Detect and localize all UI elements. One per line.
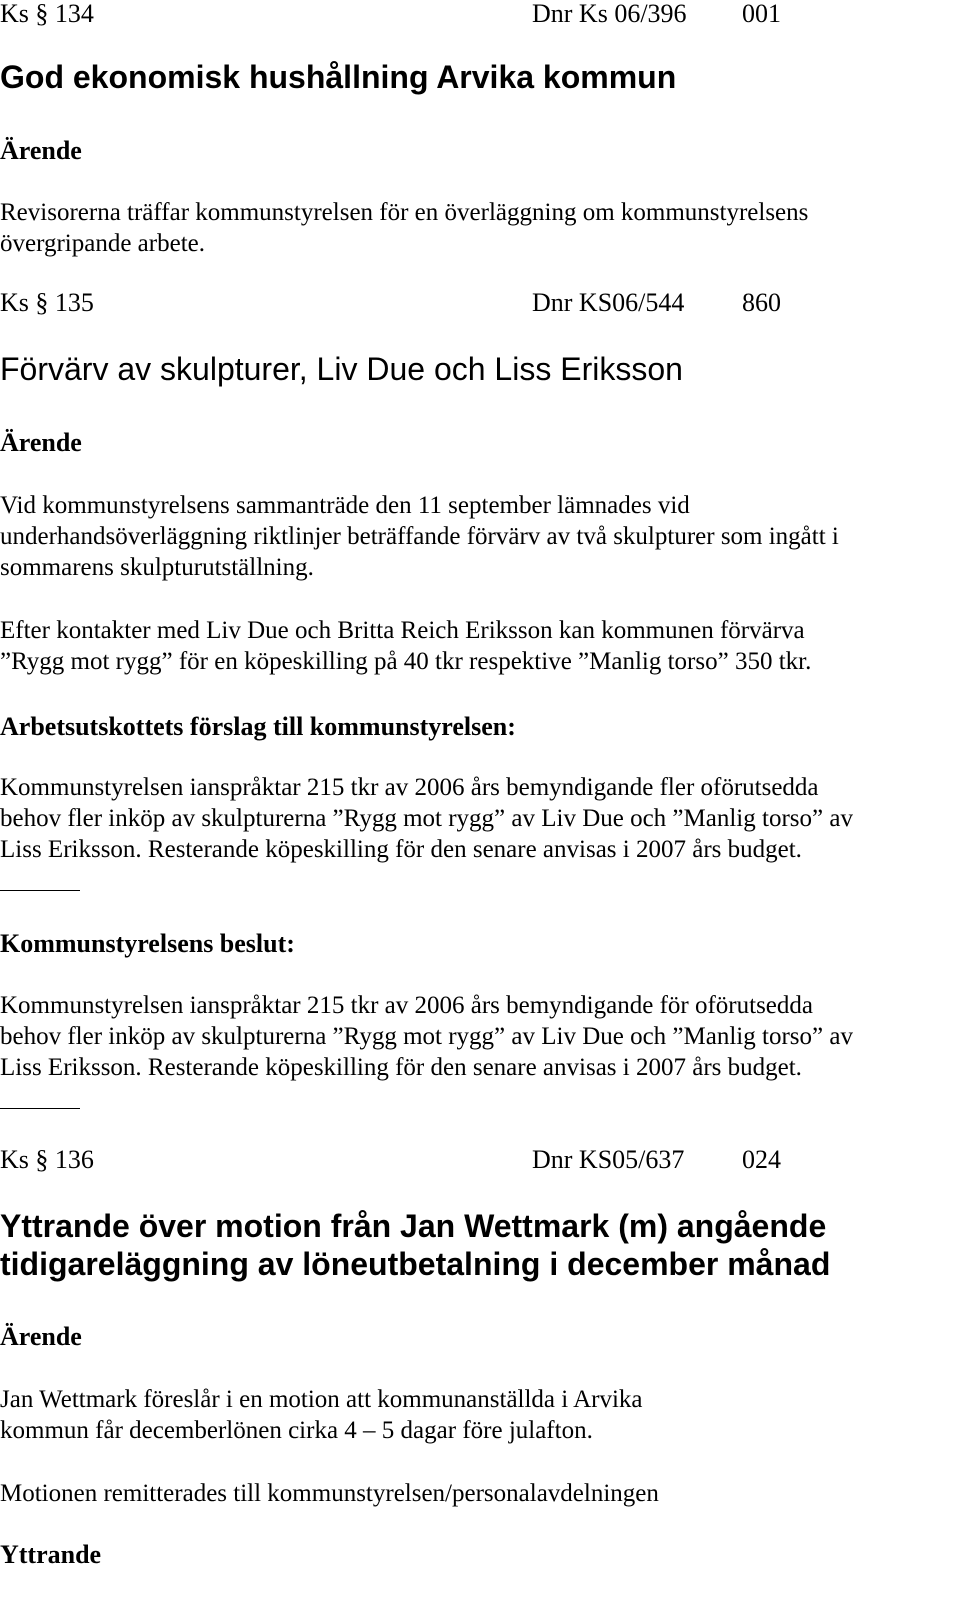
section-divider xyxy=(0,1108,80,1109)
text-line: Vid kommunstyrelsens sammanträde den 11 september lämnades vid xyxy=(0,492,690,519)
section-136-remit-text: Motionen remitterades till kommunstyrelsen/personalavdelningen xyxy=(0,1480,659,1507)
text-line: Jan Wettmark föreslår i en motion att kommunanställda i Arvika xyxy=(0,1386,643,1413)
archive-code: 001 xyxy=(742,0,781,28)
section-136-title xyxy=(0,1207,830,1283)
text-line: ”Rygg mot rygg” för en köpeskilling på 40 tkr respektive ”Manlig torso” 350 tkr. xyxy=(0,648,812,675)
title-line: tidigareläggning av löneutbetalning i december månad xyxy=(0,1246,831,1282)
section-135-arende-text xyxy=(0,490,839,583)
section-135-decision-heading: Kommunstyrelsens beslut: xyxy=(0,929,295,958)
section-136-arende-text xyxy=(0,1384,643,1446)
text-line: Kommunstyrelsen ianspråktar 215 tkr av 2006 års bemyndigande för oförutsedda xyxy=(0,992,813,1019)
title-line: Yttrande över motion från Jan Wettmark (m) angående xyxy=(0,1208,827,1244)
dnr-number: Dnr Ks 06/396 xyxy=(532,0,687,28)
section-135-decision-text xyxy=(0,990,853,1083)
archive-code: 860 xyxy=(742,288,781,317)
section-135-title: Förvärv av skulpturer, Liv Due och Liss Eriksson xyxy=(0,351,683,387)
text-line: behov fler inköp av skulpturerna ”Rygg mot rygg” av Liv Due och ”Manlig torso” av xyxy=(0,805,853,832)
dnr-number: Dnr KS05/637 xyxy=(532,1145,685,1174)
text-line: underhandsöverläggning riktlinjer beträffande förvärv av två skulpturer som ingått i xyxy=(0,523,839,550)
text-line: sommarens skulpturutställning. xyxy=(0,554,314,581)
section-135-arende-heading: Ärende xyxy=(0,428,82,457)
section-135-contact-text xyxy=(0,615,811,677)
text-line: behov fler inköp av skulpturerna ”Rygg mot rygg” av Liv Due och ”Manlig torso” av xyxy=(0,1023,853,1050)
section-134-arende-text xyxy=(0,197,808,259)
text-line: Kommunstyrelsen ianspråktar 215 tkr av 2006 års bemyndigande fler oförutsedda xyxy=(0,774,819,801)
text-line: Efter kontakter med Liv Due och Britta Reich Eriksson kan kommunen förvärva xyxy=(0,617,805,644)
section-134-title: God ekonomisk hushållning Arvika kommun xyxy=(0,59,677,95)
text-line: Liss Eriksson. Resterande köpeskilling för den senare anvisas i 2007 års budget. xyxy=(0,1054,802,1081)
text-line: övergripande arbete. xyxy=(0,230,205,257)
section-136-arende-heading: Ärende xyxy=(0,1322,82,1351)
ks-number: Ks § 135 xyxy=(0,288,94,317)
section-divider xyxy=(0,890,80,891)
section-134-arende-heading: Ärende xyxy=(0,136,82,165)
section-136-yttrande-heading: Yttrande xyxy=(0,1540,102,1569)
text-line: Revisorerna träffar kommunstyrelsen för en överläggning om kommunstyrelsens xyxy=(0,199,809,226)
archive-code: 024 xyxy=(742,1145,781,1174)
text-line: Liss Eriksson. Resterande köpeskilling för den senare anvisas i 2007 års budget. xyxy=(0,836,802,863)
ks-number: Ks § 134 xyxy=(0,0,94,28)
dnr-number: Dnr KS06/544 xyxy=(532,288,685,317)
section-135-proposal-text xyxy=(0,772,853,865)
section-135-proposal-heading: Arbetsutskottets förslag till kommunstyrelsen: xyxy=(0,712,516,741)
text-line: kommun får decemberlönen cirka 4 – 5 dagar före julafton. xyxy=(0,1417,593,1444)
ks-number: Ks § 136 xyxy=(0,1145,94,1174)
